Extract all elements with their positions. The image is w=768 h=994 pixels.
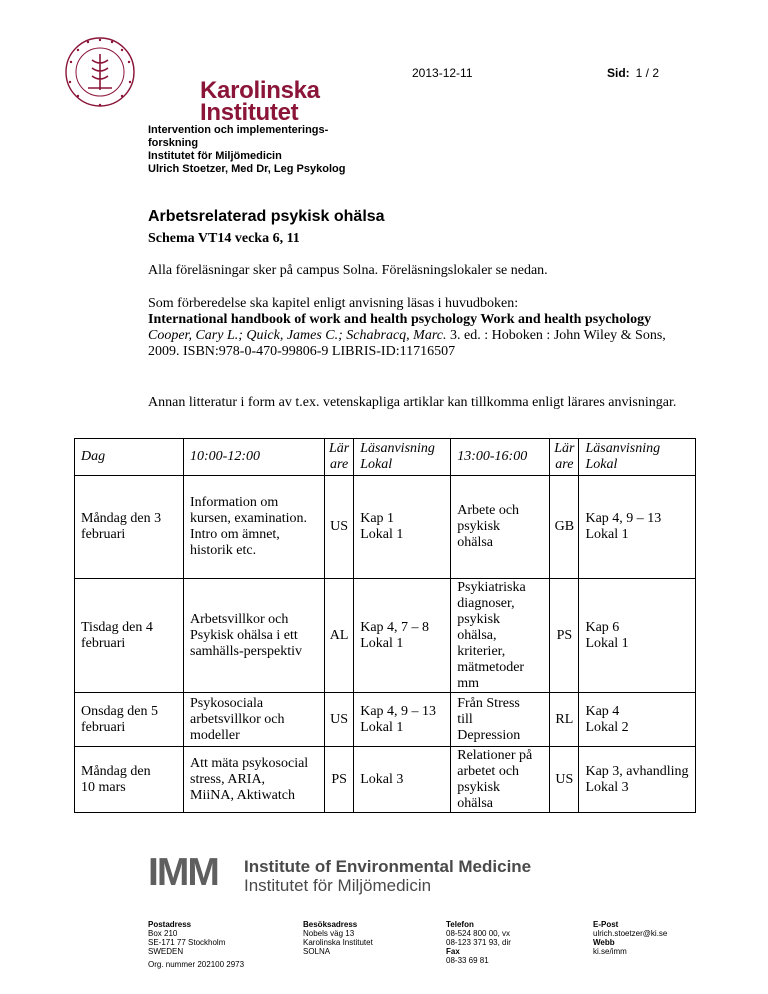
footer-postal (148, 911, 225, 956)
institution-block (148, 124, 448, 176)
institution-line2: forskning (148, 137, 199, 149)
table-row (75, 693, 696, 747)
row-reading-pm: Kap 4, 9 – 13 Lokal 1 (579, 476, 696, 579)
row-reading-am: Kap 4, 9 – 13 Lokal 1 (354, 693, 451, 747)
schedule-header-row (75, 439, 696, 476)
table-row (75, 579, 696, 693)
imm-name-swedish: Institutet för Miljömedicin (244, 876, 432, 895)
document-date: 2013-12-11 (412, 66, 473, 80)
footer-visit (303, 911, 373, 956)
table-row (75, 476, 696, 579)
row-morning-topic: Arbetsvillkor och Psykisk ohälsa i ett samhälls-perspektiv (184, 579, 325, 693)
row-teacher-am: PS (325, 747, 354, 813)
footer-postal-address: Box 210 SE-171 77 Stockholm SWEDEN (148, 929, 226, 956)
intro2-lead: Som förberedelse ska kapitel enligt anvisning läsas i huvudboken: (148, 296, 519, 311)
institution-line4: Ulrich Stoetzer, Med Dr, Leg Psykolog (148, 163, 346, 175)
document-subtitle: Schema VT14 vecka 6, 11 (148, 231, 300, 246)
header-morning: 10:00-12:00 (184, 439, 325, 476)
document-title: Arbetsrelaterad psykisk ohälsa (148, 208, 385, 225)
footer-email-label: E-Post (593, 920, 619, 929)
footer-web-address: ki.se/imm (593, 947, 627, 956)
footer-postal-label: Postadress (148, 920, 192, 929)
row-day: Måndag den 10 mars (75, 747, 184, 813)
footer-phone-label: Telefon (446, 920, 474, 929)
row-afternoon-topic: Från Stress till Depression (451, 693, 550, 747)
book-details: 3. ed. : Hoboken : John Wiley & Sons, 2009. ISBN:978-0-470-99806-9 LIBRIS-ID:11716507 (148, 328, 666, 359)
row-reading-pm: Kap 6 Lokal 1 (579, 579, 696, 693)
footer-visit-address: Nobels väg 13 Karolinska Institutet SOLNA (303, 929, 373, 956)
row-day: Tisdag den 4 februari (75, 579, 184, 693)
row-reading-am: Lokal 3 (354, 747, 451, 813)
page-indicator (607, 66, 659, 80)
row-reading-pm: Kap 4 Lokal 2 (579, 693, 696, 747)
row-teacher-pm: GB (550, 476, 579, 579)
row-afternoon-topic: Psykiatriska diagnoser, psykisk ohälsa, kriterier, mätmetoder mm (451, 579, 550, 693)
row-morning-topic: Psykosociala arbetsvillkor och modeller (184, 693, 325, 747)
footer-fax-number: 08-33 69 81 (446, 956, 489, 965)
footer-visit-label: Besöksadress (303, 920, 358, 929)
footer-phone (446, 911, 511, 965)
row-afternoon-topic: Relationer på arbetet och psykisk ohälsa (451, 747, 550, 813)
karolinska-wordmark (200, 77, 320, 126)
row-teacher-pm: US (550, 747, 579, 813)
intro-paragraph-1: Alla föreläsningar sker på campus Solna. Föreläsningslokaler se nedan. (148, 263, 548, 278)
institution-line1: Intervention och implementerings- (148, 124, 329, 136)
row-teacher-pm: RL (550, 693, 579, 747)
row-morning-topic: Att mäta psykosocial stress, ARIA, MiiNA, Aktiwatch (184, 747, 325, 813)
row-afternoon-topic: Arbete och psykisk ohälsa (451, 476, 550, 579)
organisation-number: Org. nummer 202100 2973 (148, 960, 245, 969)
karolinska-logo (62, 28, 320, 126)
header-day: Dag (75, 439, 184, 476)
row-teacher-am: US (325, 693, 354, 747)
schedule-table (74, 438, 696, 813)
row-reading-pm: Kap 3, avhandling Lokal 3 (579, 747, 696, 813)
row-day: Onsdag den 5 februari (75, 693, 184, 747)
book-title: International handbook of work and health psychology Work and health psychology (148, 312, 652, 327)
footer-phone-numbers: 08-524 800 00, vx 08-123 371 93, dir (446, 929, 511, 947)
row-teacher-am: US (325, 476, 354, 579)
header-teacher-pm: Lär are (550, 439, 579, 476)
page-value: 1 / 2 (635, 66, 660, 80)
row-teacher-pm: PS (550, 579, 579, 693)
footer-email-address: ulrich.stoetzer@ki.se (593, 929, 668, 938)
header-afternoon: 13:00-16:00 (451, 439, 550, 476)
header-teacher-am: Lär are (325, 439, 354, 476)
footer-fax-label: Fax (446, 947, 460, 956)
header-reading-am: Läsanvisning Lokal (354, 439, 451, 476)
row-reading-am: Kap 1 Lokal 1 (354, 476, 451, 579)
book-citation (148, 328, 688, 360)
row-day: Måndag den 3 februari (75, 476, 184, 579)
table-row (75, 747, 696, 813)
wordmark-line2: Institutet (200, 99, 299, 126)
row-reading-am: Kap 4, 7 – 8 Lokal 1 (354, 579, 451, 693)
footer-email (593, 911, 667, 956)
imm-name-english: Institute of Environmental Medicine (244, 857, 532, 876)
wordmark-line1: Karolinska (200, 77, 320, 104)
header-reading-pm: Läsanvisning Lokal (579, 439, 696, 476)
imm-logo-letters: IMM (148, 851, 218, 894)
footer-web-label: Webb (593, 938, 615, 947)
karolinska-seal-icon (62, 28, 138, 118)
institution-line3: Institutet för Miljömedicin (148, 150, 282, 162)
page-label: Sid: (607, 66, 630, 80)
row-morning-topic: Information om kursen, examination. Intro om ämnet, historik etc. (184, 476, 325, 579)
intro-paragraph-3: Annan litteratur i form av t.ex. vetenskapliga artiklar kan tillkomma enligt lärares anvisningar. (148, 395, 677, 410)
row-teacher-am: AL (325, 579, 354, 693)
book-authors: Cooper, Cary L.; Quick, James C.; Schabracq, Marc. (148, 328, 447, 343)
intro-paragraph-2 (148, 296, 688, 360)
